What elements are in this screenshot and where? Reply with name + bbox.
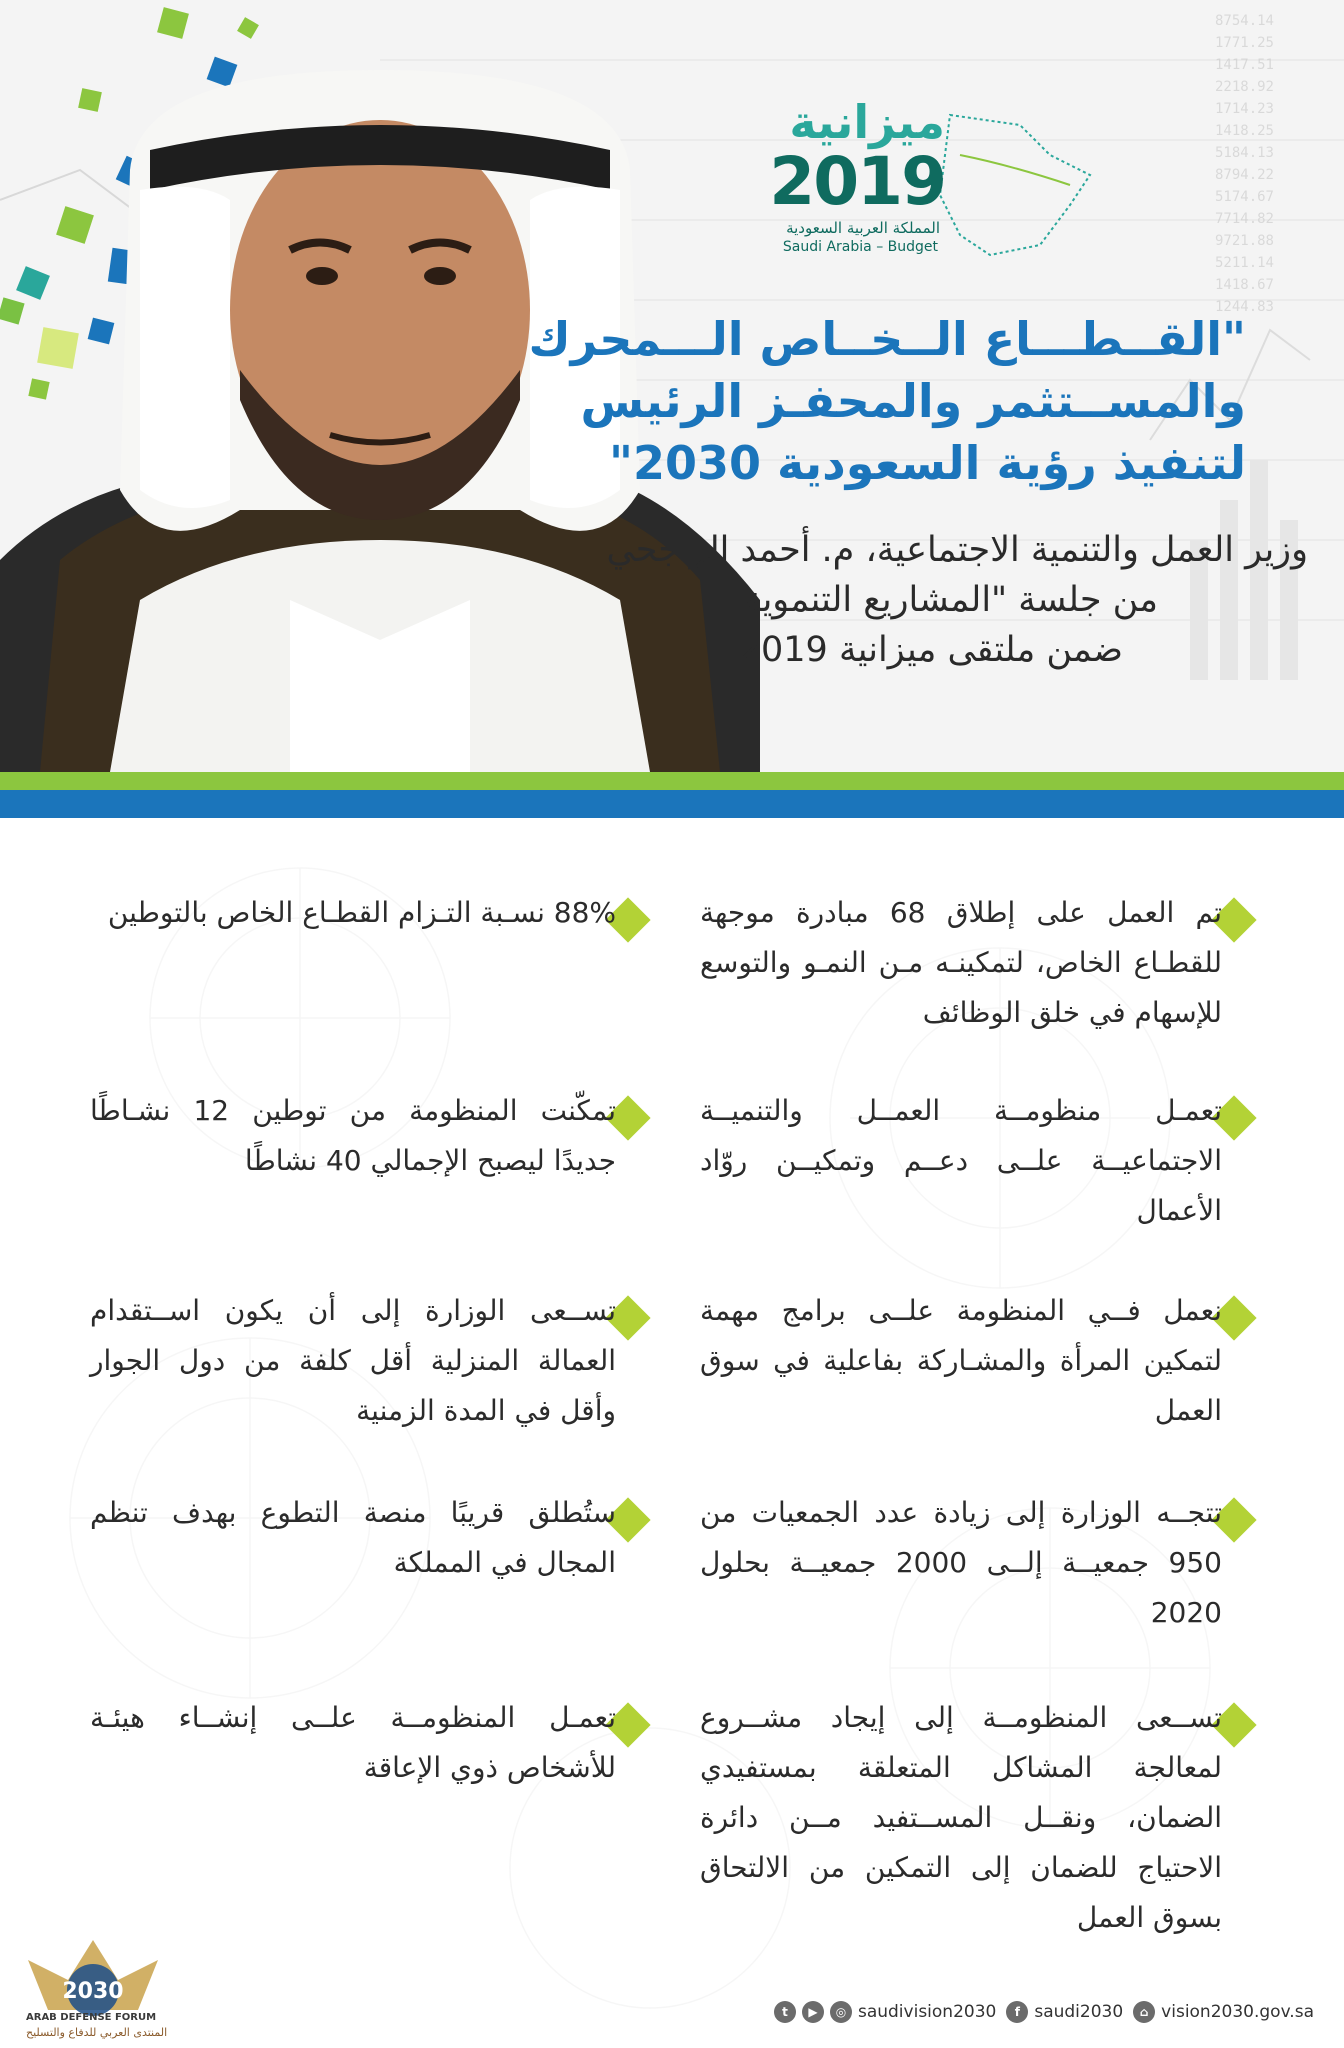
website-text: vision2030.gov.sa (1161, 2002, 1314, 2022)
website-link[interactable] (1133, 2001, 1314, 2023)
fact-2-text: 88% نسـبة التـزام القطـاع الخاص بالتوطين (107, 896, 616, 929)
background-number-column: 8754.14 1771.25 1417.51 2218.92 1714.23 1418.25 5184.13 8794.22 5174.67 7714.82 9721.88 5211.14 1418.67 1244.83 (1214, 13, 1274, 315)
fact-8-text: ستُطلق قريبًا منصة التطوع بهدف تنظم المجال في المملكة (90, 1496, 616, 1579)
watermark-ar: المنتدى العربي للدفاع والتسليح (26, 2026, 168, 2039)
fact-1-text: تم العمل على إطلاق 68 مبادرة موجهة للقطـاع الخاص، لتمكينـه مـن النمـو والتوسع للإسهام في خلق الوظائف (700, 896, 1222, 1029)
fact-10 (90, 1693, 616, 1793)
fact-8 (90, 1488, 616, 1588)
fact-9 (700, 1693, 1222, 1943)
headline-line-2: والمســتثمر والمحفـز الرئيس (580, 374, 1246, 428)
instagram-icon: ◎ (830, 2001, 852, 2023)
speaker-line-3: ضمن ملتقى ميزانية 2019 (738, 630, 1123, 670)
svg-text:2030: 2030 (62, 1979, 124, 2004)
logo-year: 2019 (769, 143, 945, 220)
logo-country-ar: المملكة العربية السعودية (786, 219, 940, 237)
fact-5-text: نعمل فــي المنظومة علــى برامج مهمة لتمكين المرأة والمشـاركة بفاعلية في سوق العمل (700, 1294, 1222, 1427)
fact-1 (700, 888, 1222, 1038)
fact-6-text: تســعى الوزارة إلى أن يكون اســتقدام العمالة المنزلية أقل كلفة من دول الجوار وأقل في المدة الزمنية (90, 1294, 616, 1427)
fact-5 (700, 1286, 1222, 1436)
logo-title: ميزانية (789, 95, 945, 149)
facebook-link[interactable] (1006, 2001, 1123, 2023)
youtube-icon: ▶ (802, 2001, 824, 2023)
fact-2 (90, 888, 616, 938)
speaker-line-1: وزير العمل والتنمية الاجتماعية، م. أحمد الراجحي (606, 530, 1308, 570)
fact-3-text: تعمـل منظومــة العمــل والتنميــة الاجتماعيــة علــى دعــم وتمكيــن روّاد الأعمال (700, 1094, 1222, 1227)
twitter-icon: t (774, 2001, 796, 2023)
fact-4-text: تمكّنت المنظومة من توطين 12 نشـاطًا جديدًا ليصبح الإجمالي 40 نشاطًا (90, 1094, 616, 1177)
green-divider (0, 772, 1344, 790)
social-handle-link[interactable] (774, 2001, 996, 2023)
facebook-handle-text: saudi2030 (1034, 2002, 1124, 2022)
fact-3 (700, 1086, 1222, 1236)
fact-7-text: تتجــه الوزارة إلى زيادة عدد الجمعيات من 950 جمعيــة إلــى 2000 جمعيــة بحلول 2020 (700, 1496, 1222, 1629)
fact-9-text: تســعى المنظومــة إلى إيجاد مشــروع لمعالجة المشاكل المتعلقة بمستفيدي الضمان، ونقــل المســتفيد مــن دائرة الاحتياج للضمان إلى التمكين من الالتحاق بسوق العمل (700, 1701, 1222, 1934)
watermark-en: ARAB DEFENSE FORUM (26, 2012, 157, 2023)
speaker-line-2: من جلسة "المشاريع التنموية" (727, 580, 1158, 620)
fact-6 (90, 1286, 616, 1436)
speaker-attribution (508, 525, 1308, 675)
facts-section (0, 818, 1344, 2048)
home-icon: ⌂ (1133, 2001, 1155, 2023)
headline-line-1: "القــطـــاع الــخــاص الـــمحرك (528, 312, 1246, 366)
fact-10-text: تعمـل المنظومــة علــى إنشــاء هيئـة للأشخاص ذوي الإعاقة (90, 1701, 616, 1784)
facebook-icon: f (1006, 2001, 1028, 2023)
header-banner (0, 0, 1344, 772)
budget-2019-logo (770, 95, 1100, 265)
headline-line-3: لتنفيذ رؤية السعودية 2030" (609, 436, 1246, 490)
footer-links (774, 1996, 1314, 2028)
fact-4 (90, 1086, 616, 1186)
blue-divider (0, 790, 1344, 818)
fact-7 (700, 1488, 1222, 1638)
logo-country-en: Saudi Arabia – Budget (782, 239, 938, 255)
social-handle-text: saudivision2030 (857, 2002, 997, 2022)
headline-quote (486, 308, 1246, 494)
